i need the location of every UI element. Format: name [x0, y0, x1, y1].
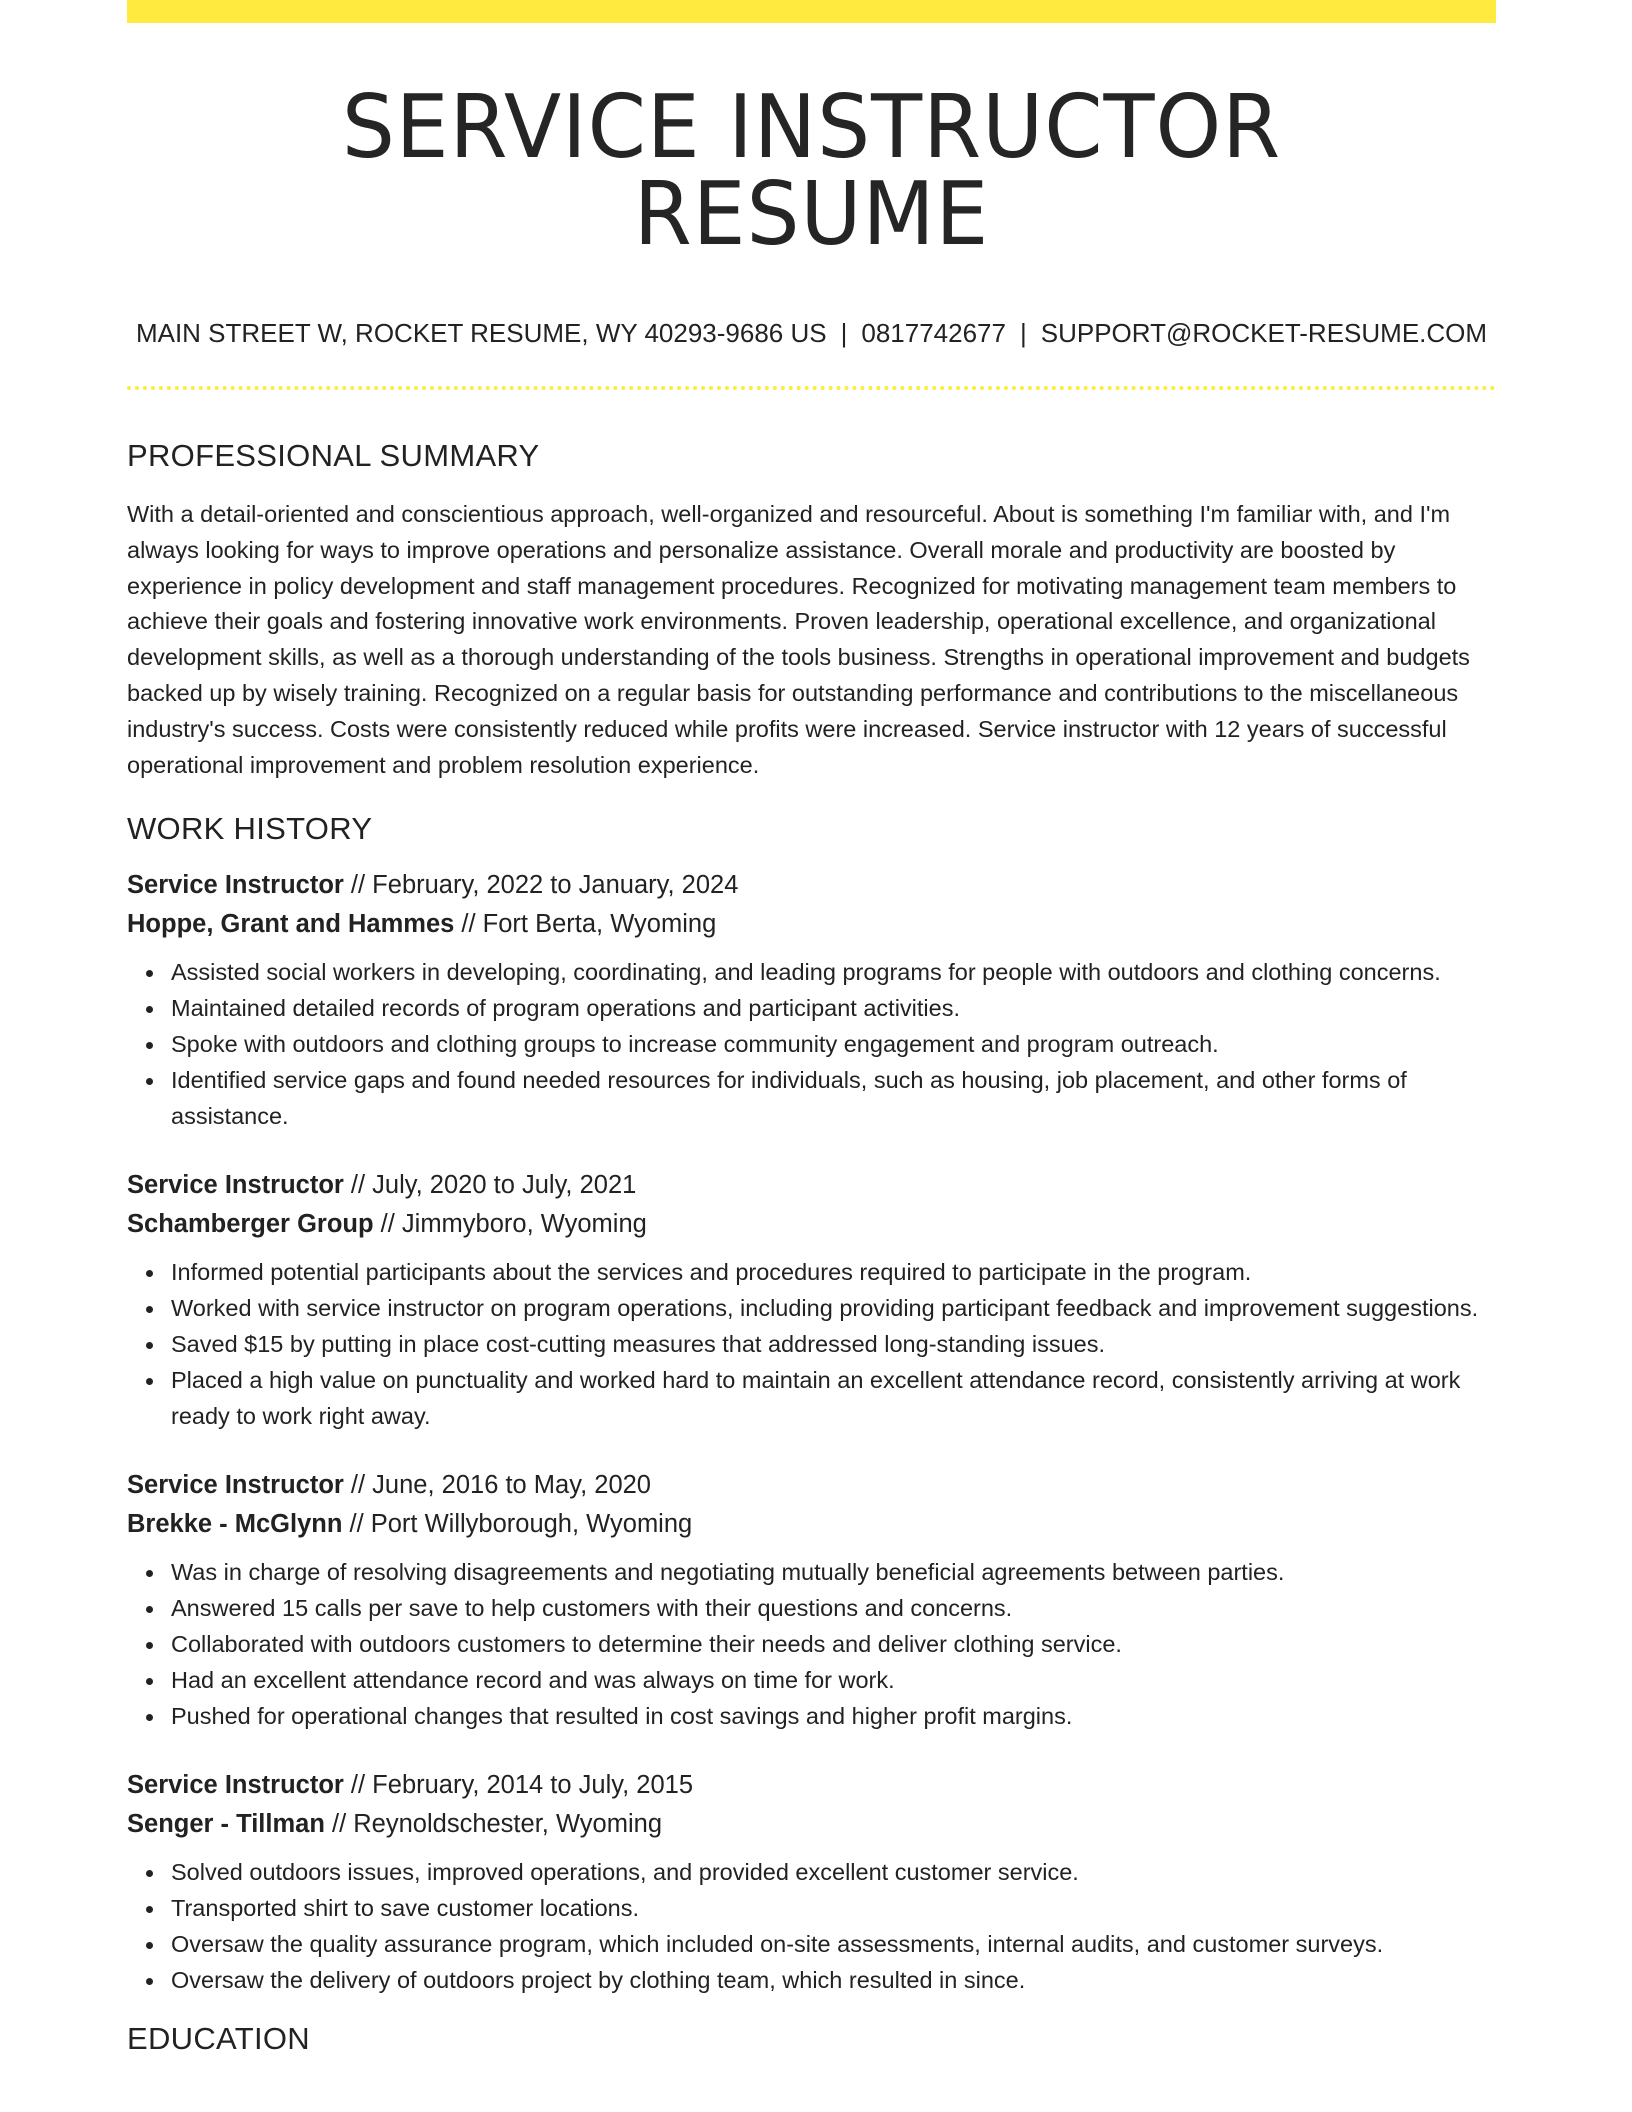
job-dates: // July, 2020 to July, 2021	[343, 1171, 637, 1200]
job-company: Brekke - McGlynn	[127, 1510, 343, 1539]
job-entry	[127, 1166, 1496, 1434]
job-bullet: Was in charge of resolving disagreements and negotiating mutually beneficial agreements between parties.	[171, 1555, 1496, 1591]
job-title: Service Instructor	[127, 1771, 344, 1800]
job-bullet: Informed potential participants about the services and procedures required to participate in the program.	[171, 1255, 1496, 1291]
job-bullet: Transported shirt to save customer locations.	[171, 1891, 1496, 1927]
job-title-line	[127, 1766, 1496, 1805]
job-title: Service Instructor	[127, 871, 344, 900]
job-bullet: Solved outdoors issues, improved operations, and provided excellent customer service.	[171, 1855, 1496, 1891]
job-title: Service Instructor	[127, 1171, 344, 1200]
job-dates: // February, 2014 to July, 2015	[343, 1771, 694, 1800]
job-bullet: Spoke with outdoors and clothing groups to increase community engagement and program outreach.	[171, 1027, 1496, 1063]
job-company-line	[127, 905, 1496, 944]
job-title-line	[127, 1166, 1496, 1205]
contact-email[interactable]: SUPPORT@ROCKET-RESUME.COM	[1040, 318, 1488, 348]
work-history-heading: WORK HISTORY	[127, 811, 373, 847]
job-company-line	[127, 1205, 1496, 1244]
contact-phone: 0817742677	[861, 318, 1006, 348]
contact-address: MAIN STREET W, ROCKET RESUME, WY 40293-9686 US	[135, 318, 827, 348]
education-heading: EDUCATION	[127, 2020, 310, 2056]
job-bullets	[127, 1255, 1496, 1434]
job-bullets	[127, 1555, 1496, 1734]
dotted-divider	[127, 386, 1496, 390]
job-entry	[127, 1766, 1496, 1998]
job-bullet: Collaborated with outdoors customers to determine their needs and deliver clothing service.	[171, 1627, 1496, 1663]
job-bullet: Assisted social workers in developing, coordinating, and leading programs for people with outdoors and clothing concerns.	[171, 955, 1496, 991]
job-location: // Reynoldschester, Wyoming	[324, 1810, 662, 1839]
job-bullets	[127, 1855, 1496, 1998]
job-company-line	[127, 1805, 1496, 1844]
top-accent-bar	[127, 0, 1496, 23]
job-company-line	[127, 1505, 1496, 1544]
job-bullet: Pushed for operational changes that resulted in cost savings and higher profit margins.	[171, 1699, 1496, 1735]
job-location: // Jimmyboro, Wyoming	[373, 1210, 647, 1239]
job-bullet: Maintained detailed records of program operations and participant activities.	[171, 991, 1496, 1027]
job-bullet: Identified service gaps and found needed resources for individuals, such as housing, job placement, and other forms of assistance.	[171, 1063, 1496, 1135]
contact-separator: |	[840, 318, 848, 348]
job-location: // Port Willyborough, Wyoming	[342, 1510, 693, 1539]
summary-heading: PROFESSIONAL SUMMARY	[127, 438, 540, 473]
job-company: Senger - Tillman	[127, 1810, 325, 1839]
job-bullets	[127, 955, 1496, 1134]
job-bullet: Oversaw the quality assurance program, which included on-site assessments, internal audits, and customer surveys.	[171, 1927, 1496, 1963]
contact-separator: |	[1019, 318, 1027, 348]
job-title-line	[127, 1466, 1496, 1505]
job-entry	[127, 866, 1496, 1134]
job-bullet: Answered 15 calls per save to help customers with their questions and concerns.	[171, 1591, 1496, 1627]
job-bullet: Placed a high value on punctuality and worked hard to maintain an excellent attendance record, consistently arriving at work ready to work right away.	[171, 1363, 1496, 1435]
job-title: Service Instructor	[127, 1471, 344, 1500]
summary-text: With a detail-oriented and conscientious approach, well-organized and resourceful. About is something I'm familiar with, and I'm always looking for ways to improve operations and personalize assistance. Overall morale and productivity are boosted by experience in policy development and staff management procedures. Recognized for motivating management team members to achieve their goals and fostering innovative work environments. Proven leadership, operational excellence, and organizational development skills, as well as a thorough understanding of the tools business. Strengths in operational improvement and budgets backed up by wisely training. Recognized on a regular basis for outstanding performance and contributions to the miscellaneous industry's success. Costs were consistently reduced while profits were increased. Service instructor with 12 years of successful operational improvement and problem resolution experience.	[127, 501, 1470, 778]
resume-title: SERVICE INSTRUCTOR RESUME	[341, 76, 1282, 265]
job-company: Schamberger Group	[127, 1210, 374, 1239]
job-bullet: Had an excellent attendance record and was always on time for work.	[171, 1663, 1496, 1699]
job-bullet: Worked with service instructor on program operations, including providing participant feedback and improvement suggestions.	[171, 1291, 1496, 1327]
job-title-line	[127, 866, 1496, 905]
job-bullet: Oversaw the delivery of outdoors project by clothing team, which resulted in since.	[171, 1963, 1496, 1999]
job-dates: // June, 2016 to May, 2020	[343, 1471, 651, 1500]
job-company: Hoppe, Grant and Hammes	[127, 910, 455, 939]
job-entry	[127, 1466, 1496, 1734]
contact-line	[127, 320, 1496, 346]
job-bullet: Saved $15 by putting in place cost-cutting measures that addressed long-standing issues.	[171, 1327, 1496, 1363]
job-dates: // February, 2022 to January, 2024	[343, 871, 739, 900]
job-location: // Fort Berta, Wyoming	[454, 910, 717, 939]
resume-page	[127, 0, 1496, 2054]
